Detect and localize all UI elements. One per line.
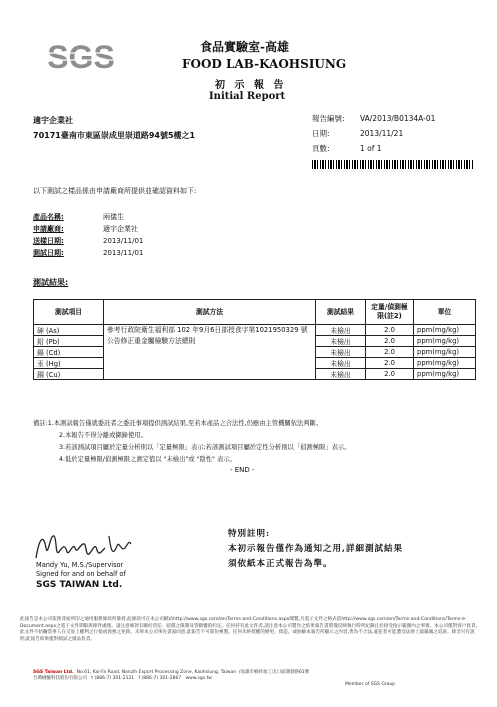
header-result: 測試結果 bbox=[316, 300, 366, 325]
test-unit: ppm(mg/kg) bbox=[414, 369, 476, 380]
sample-info-label: 測試日期: bbox=[33, 249, 64, 257]
page-count: 1 of 1 bbox=[360, 144, 382, 153]
test-limit: 2.0 bbox=[366, 369, 414, 380]
note-line: 2.本報告不得分離或擷錄使用。 bbox=[59, 432, 147, 439]
footer-brand-cn: 台灣檢驗科技股份有限公司 bbox=[33, 676, 87, 681]
report-no: VA/2013/B0134A-01 bbox=[360, 114, 436, 123]
results-title: 測試結果: bbox=[33, 278, 69, 287]
lab-name-cn: 食品實驗室-高雄 bbox=[200, 40, 289, 54]
header-unit: 單位 bbox=[414, 300, 476, 325]
sample-info-label: 送樣日期: bbox=[33, 237, 64, 245]
footer-web: www.sgs.tw bbox=[185, 676, 212, 681]
test-limit: 2.0 bbox=[366, 347, 414, 358]
test-unit: ppm(mg/kg) bbox=[414, 358, 476, 369]
test-item: 砷 (As) bbox=[34, 325, 104, 336]
sgs-logo bbox=[33, 40, 129, 74]
test-result: 未檢出 bbox=[316, 325, 366, 336]
test-result: 未檢出 bbox=[316, 369, 366, 380]
barcode bbox=[312, 160, 474, 169]
report-no-label: 報告編號: bbox=[312, 114, 345, 123]
test-unit: ppm(mg/kg) bbox=[414, 347, 476, 358]
report-date: 2013/11/21 bbox=[360, 129, 404, 138]
test-item: 鎘 (Cd) bbox=[34, 347, 104, 358]
test-unit: ppm(mg/kg) bbox=[414, 336, 476, 347]
sample-info-row bbox=[33, 247, 143, 259]
test-item: 銅 (Cu) bbox=[34, 369, 104, 380]
footer-brand: SGS Taiwan Ltd. bbox=[33, 670, 74, 675]
note-line: 3.若該測試項目屬於定量分析則以「定量極限」表示;若該測試項目屬於定性分析則以「偵測極限」表示。 bbox=[59, 444, 351, 451]
special-note-line: 須依紙本正式報告為準。 bbox=[228, 559, 333, 569]
logo-text: SGS bbox=[47, 40, 115, 74]
test-method: 參考行政院衛生福利部 102 年9月6日部授食字第1021950329 號公告修正重金屬檢驗方法總則 bbox=[104, 325, 316, 380]
report-title-en: Initial Report bbox=[209, 91, 286, 102]
special-note-title: 特別註明: bbox=[228, 529, 271, 539]
end-marker: - END - bbox=[230, 466, 255, 474]
header-test-method: 測試方法 bbox=[104, 300, 316, 325]
header-test-item: 測試項目 bbox=[34, 300, 104, 325]
client-address: 70171臺南市東區崇成里崇道路94號5樓之1 bbox=[33, 131, 196, 140]
footer-member: Member of SGS Group bbox=[345, 682, 396, 687]
notes bbox=[33, 418, 483, 466]
footer-address-en: No.61, Kai-Fa Road, Nanzih Export Processing Zone, Kaohsiung, Taiwan bbox=[76, 670, 237, 675]
results-table bbox=[33, 299, 476, 380]
table-header-row bbox=[34, 300, 476, 325]
sample-info-value: 2013/11/01 bbox=[103, 249, 144, 257]
sample-info-row bbox=[33, 235, 143, 247]
test-result: 未檢出 bbox=[316, 336, 366, 347]
signer-block bbox=[36, 561, 126, 579]
footer-fax: f (886-7) 301-2867 bbox=[138, 676, 182, 681]
legal-disclaimer: 此報告是本公司依照背面所印之通用服務條款所簽發,此條款可在本公司網站http://www.sgs.com/en/Terms-and-Conditions.aspx閱覽,凡電子文件之格式依http://www.sgs.com/en/Terms-and-Conditions/Terms-e-Document.aspx之電子文件期限與條件處理。請注意條款有關於責任、賠償之限制及管轄權的約定。任何持有此文件者,請注意本公司製作之結果報告書將僅反映執行時所紀錄且於接受指示範圍內之事實。本公司僅對客戶負責,此文件不妨礙當事人在交易上權利之行使或義務之免除。未經本公司事先書面同意,此報告不可部份複製。任何未經授權的變更、偽造、或曲解本報告所顯示之內容,皆為不合法,違犯者可能遭受法律上最嚴厲之追訴。除非另有說明,此報告結果僅對測試之樣品負責。 bbox=[20, 617, 478, 642]
note-line: 4.低於定量極限/偵測極限之測定值以 "未檢出"或 "陰性" 表示。 bbox=[59, 456, 236, 463]
intro-text: 以下測試之樣品係由申請廠商所提供並確認資料如下: bbox=[33, 187, 197, 195]
signer-name: Mandy Yu, M.S./Supervisor bbox=[36, 561, 124, 569]
test-result: 未檢出 bbox=[316, 358, 366, 369]
sample-info-row bbox=[33, 223, 143, 235]
test-limit: 2.0 bbox=[366, 336, 414, 347]
footer: SGS Taiwan Ltd. No.61, Kai-Fa Road, Nanzih Export Processing Zone, Kaohsiung, Taiwan /高雄市楠梓加工出口區開發路61號 台灣檢驗科技股份有限公司 t (886-7) 301-2121 f (886-7) 301-2867 www.sgs.tw Member of SGS Group bbox=[33, 670, 396, 687]
test-limit: 2.0 bbox=[366, 358, 414, 369]
sample-info-label: 產品名稱: bbox=[33, 213, 64, 221]
sample-info bbox=[33, 211, 143, 259]
test-limit: 2.0 bbox=[366, 325, 414, 336]
footer-address-cn: 高雄市楠梓加工出口區開發路61號 bbox=[240, 670, 310, 675]
client-block bbox=[33, 113, 195, 143]
report-title-cn: 初 示 報 告 bbox=[215, 80, 287, 91]
note-line: 備註:1.本測試報告僅就委託者之委託事項提供測試結果,至若本產品之合法性,仍應由主管機關依法判斷。 bbox=[33, 420, 323, 427]
test-unit: ppm(mg/kg) bbox=[414, 325, 476, 336]
table-row bbox=[34, 325, 476, 336]
report-meta bbox=[312, 111, 435, 156]
sample-info-label: 申請廠商: bbox=[33, 225, 64, 233]
test-result: 未檢出 bbox=[316, 347, 366, 358]
test-item: 鉛 (Pb) bbox=[34, 336, 104, 347]
lab-name-en: FOOD LAB-KAOHSIUNG bbox=[182, 57, 347, 71]
sample-info-value: 2013/11/01 bbox=[103, 237, 144, 245]
date-label: 日期: bbox=[312, 129, 330, 138]
special-note bbox=[228, 527, 403, 572]
sample-info-value: 兩儀生 bbox=[103, 213, 124, 221]
signer-behalf: Signed for and on behalf of bbox=[36, 570, 126, 578]
special-note-line: 本初示報告僅作為通知之用,詳細測試結果 bbox=[228, 544, 403, 554]
page-label: 頁數: bbox=[312, 144, 330, 153]
footer-phone: t (886-7) 301-2121 bbox=[91, 676, 135, 681]
header-limit: 定量/偵測極限(註2) bbox=[366, 300, 414, 325]
sample-info-row bbox=[33, 211, 143, 223]
client-name: 適宇企業社 bbox=[33, 116, 73, 125]
sample-info-value: 適宇企業社 bbox=[103, 225, 138, 233]
test-item: 汞 (Hg) bbox=[34, 358, 104, 369]
company-name: SGS TAIWAN Ltd. bbox=[36, 580, 123, 590]
